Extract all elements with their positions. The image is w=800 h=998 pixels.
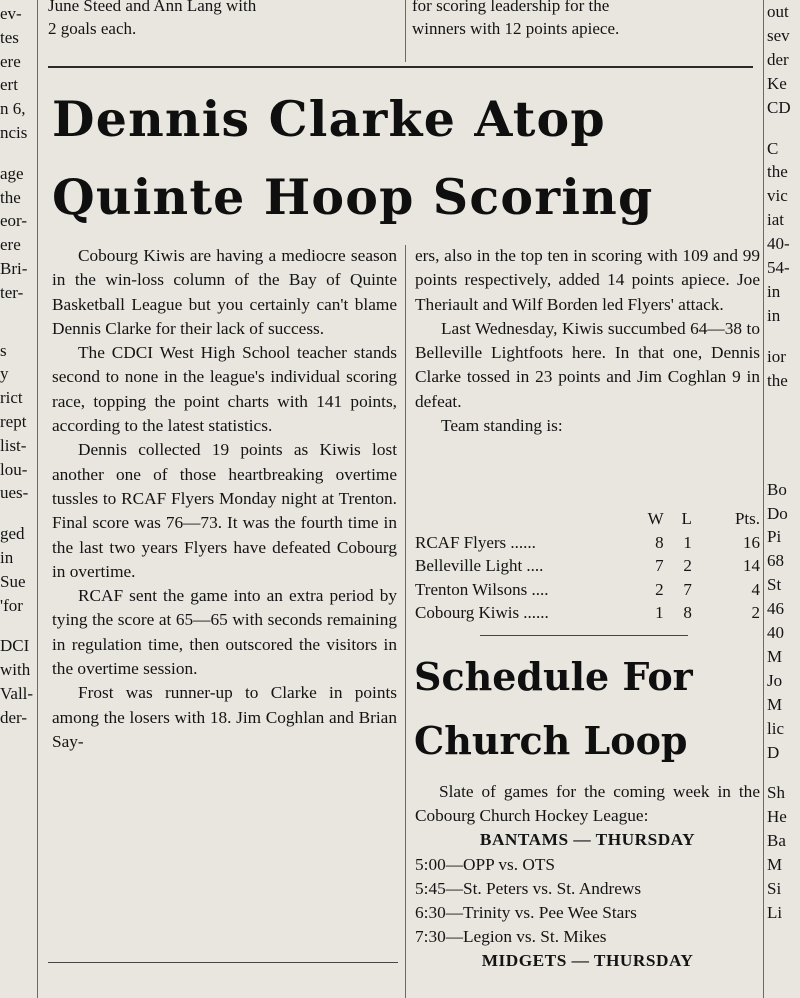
- right-edge-fragment: CD: [767, 97, 791, 117]
- left-edge-fragment: ged: [0, 524, 25, 544]
- left-edge-fragment: [0, 322, 36, 339]
- right-edge-fragment: Sh: [767, 783, 785, 803]
- table-row: [415, 554, 760, 578]
- schedule-headline: Schedule For Church Loop: [414, 654, 693, 763]
- headline-rule: [48, 66, 753, 68]
- header-wins: W: [647, 509, 664, 528]
- left-edge-fragment: Sue: [0, 571, 26, 591]
- right-edge-fragment: Pi: [767, 527, 782, 547]
- left-edge-fragment: [0, 145, 36, 162]
- right-edge-fragment: 68: [767, 551, 784, 571]
- bottom-rule: [48, 962, 398, 963]
- header-points: Pts.: [734, 509, 760, 528]
- left-edge-fragment: ere: [0, 51, 21, 71]
- column-rule-right: [763, 0, 764, 998]
- left-edge-fragment: rict: [0, 388, 23, 408]
- right-edge-fragment: the: [767, 370, 788, 390]
- right-edge-fragment: Si: [767, 879, 782, 899]
- left-edge-fragment: lou-: [0, 459, 28, 479]
- bantams-heading: BANTAMS — THURSDAY: [479, 830, 696, 850]
- header-losses: L: [681, 509, 692, 528]
- right-edge-fragment: M: [767, 694, 783, 714]
- right-edge-fragment: D: [767, 742, 780, 762]
- left-edge-fragment: ter-: [0, 282, 24, 302]
- top-fragment-right: for scoring leadership for the winners with 12 points apiece.: [412, 0, 620, 38]
- paragraph: RCAF sent the game into an extra period by tying the score at 65—65 with seconds remaining in regulation time, then outscored the visitors in the overtime session.: [52, 586, 397, 679]
- right-edge-fragment: Ba: [767, 831, 786, 851]
- wins: 2: [655, 579, 664, 599]
- left-edge-fragment: eor-: [0, 211, 28, 231]
- schedule-body: [415, 780, 760, 974]
- article-column-2: [415, 244, 760, 506]
- paragraph: Dennis collected 19 points as Kiwis lost another one of those heartbreaking overtime tussles to RCAF Flyers Monday night at Trenton. Final score was 76—73. It was the fourth time in the last two years Flyers have defeated Cobourg in overtime.: [52, 440, 397, 581]
- left-edge-fragment: with: [0, 660, 31, 680]
- right-edge-fragment: [767, 461, 800, 478]
- right-edge-fragment: ior: [767, 346, 786, 366]
- right-edge-fragment: C: [767, 138, 779, 158]
- right-edge-fragment: in: [767, 281, 781, 301]
- points: 4: [751, 579, 760, 599]
- right-edge-fragment: [767, 764, 800, 781]
- wins: 8: [655, 532, 664, 552]
- left-edge-fragment: ncis: [0, 122, 28, 142]
- left-edge-fragment: ert: [0, 75, 18, 95]
- team-standings-table: [415, 507, 760, 625]
- left-edge-fragment: der-: [0, 707, 28, 727]
- losses: 1: [683, 532, 692, 552]
- list-item: 5:45—St. Peters vs. St. Andrews: [415, 878, 642, 898]
- right-edge-fragment: He: [767, 807, 787, 827]
- right-edge-fragment: [767, 444, 800, 461]
- left-edge-fragment: tes: [0, 27, 19, 47]
- paragraph: Last Wednesday, Kiwis succumbed 64—38 to Belleville Lightfoots here. In that one, Dennis Clarke tossed in 23 points and Jim Coghlan 9 in defeat.: [415, 318, 760, 411]
- left-edge-fragment: list-: [0, 435, 27, 455]
- left-edge-fragment: the: [0, 187, 21, 207]
- list-item: 5:00—OPP vs. OTS: [415, 854, 556, 874]
- article-headline: Dennis Clarke Atop Quinte Hoop Scoring: [52, 90, 654, 226]
- right-edge-fragment: Li: [767, 903, 783, 922]
- right-edge-fragment: 40: [767, 623, 784, 643]
- right-edge-fragment: 46: [767, 599, 784, 619]
- left-edge-column: [0, 2, 36, 998]
- top-fragment-left: June Steed and Ann Lang with 2 goals each.: [48, 0, 257, 38]
- paragraph: Frost was runner-up to Clarke in points among the losers with 18. Jim Coghlan and Brian Say-: [52, 683, 397, 751]
- column-rule-left: [37, 0, 38, 998]
- right-edge-fragment: St: [767, 575, 782, 595]
- right-edge-fragment: Jo: [767, 670, 783, 690]
- table-row: [415, 601, 760, 625]
- right-edge-fragment: [767, 120, 800, 137]
- losses: 2: [683, 556, 692, 575]
- team-name: Cobourg Kiwis ......: [415, 603, 549, 622]
- left-edge-fragment: ev-: [0, 4, 22, 23]
- right-edge-fragment: Ke: [767, 73, 787, 93]
- left-edge-fragment: [0, 617, 36, 634]
- table-row: [415, 578, 760, 602]
- right-edge-fragment: der: [767, 49, 789, 69]
- team-name: Trenton Wilsons ....: [415, 579, 549, 599]
- right-edge-fragment: 54-: [767, 258, 790, 278]
- left-edge-fragment: in: [0, 547, 14, 567]
- section-rule: [480, 635, 688, 636]
- wins: 1: [655, 603, 664, 622]
- right-edge-fragment: iat: [767, 210, 784, 230]
- left-edge-fragment: 'for: [0, 595, 23, 615]
- paragraph: Team standing is:: [441, 416, 563, 436]
- paragraph: The CDCI West High School teacher stands second to none in the league's individual scoring race, topping the point charts with 141 points, according to the latest statistics.: [52, 343, 397, 436]
- left-edge-fragment: n 6,: [0, 99, 26, 119]
- right-edge-fragment: M: [767, 855, 783, 875]
- right-edge-fragment: [767, 410, 800, 427]
- points: 2: [751, 603, 760, 622]
- schedule-intro: Slate of games for the coming week in the Cobourg Church Hockey League:: [415, 782, 760, 826]
- column-rule-center-lower: [405, 245, 406, 998]
- right-edge-fragment: 40-: [767, 234, 790, 254]
- left-edge-fragment: ere: [0, 235, 21, 255]
- wins: 7: [655, 556, 664, 575]
- list-item: 7:30—Legion vs. St. Mikes: [415, 927, 607, 947]
- right-edge-fragment: M: [767, 646, 783, 666]
- left-edge-fragment: [0, 505, 36, 522]
- table-row: [415, 531, 760, 555]
- right-edge-fragment: [767, 393, 800, 410]
- left-edge-fragment: DCI: [0, 636, 30, 656]
- team-name: RCAF Flyers ......: [415, 532, 536, 552]
- right-edge-fragment: Do: [767, 503, 788, 523]
- left-edge-fragment: [0, 305, 36, 322]
- left-edge-fragment: rept: [0, 411, 27, 431]
- right-edge-fragment: vic: [767, 186, 788, 206]
- paragraph: ers, also in the top ten in scoring with 109 and 99 points respectively, added 14 points apiece. Joe Theriault and Wilf Borden led Flyers' attack.: [415, 246, 760, 314]
- right-edge-fragment: [767, 427, 800, 444]
- right-edge-fragment: Bo: [767, 479, 787, 499]
- left-edge-fragment: age: [0, 163, 24, 183]
- standings-header-row: [415, 507, 760, 531]
- left-edge-fragment: ues-: [0, 483, 29, 503]
- left-edge-fragment: Vall-: [0, 683, 34, 703]
- column-rule-center: [405, 0, 406, 62]
- left-edge-fragment: y: [0, 364, 9, 384]
- list-item: 6:30—Trinity vs. Pee Wee Stars: [415, 903, 637, 923]
- right-edge-fragment: the: [767, 162, 788, 182]
- right-edge-fragment: [767, 328, 800, 345]
- team-name: Belleville Light ....: [415, 556, 544, 575]
- points: 14: [743, 556, 760, 575]
- losses: 7: [683, 579, 692, 599]
- losses: 8: [683, 603, 692, 622]
- article-column-1: [52, 244, 397, 944]
- left-edge-fragment: Bri-: [0, 258, 28, 278]
- paragraph: Cobourg Kiwis are having a mediocre season in the win-loss column of the Bay of Quinte Basketball League but you certainly can't blame Dennis Clarke for their lack of success.: [52, 246, 397, 338]
- right-edge-fragment: sev: [767, 25, 790, 45]
- right-edge-fragment: out: [767, 2, 789, 21]
- left-edge-fragment: s: [0, 340, 7, 360]
- right-edge-fragment: lic: [767, 718, 784, 738]
- right-edge-fragment: in: [767, 305, 781, 325]
- midgets-heading: MIDGETS — THURSDAY: [481, 951, 694, 971]
- right-edge-column: [767, 0, 800, 998]
- points: 16: [743, 532, 760, 552]
